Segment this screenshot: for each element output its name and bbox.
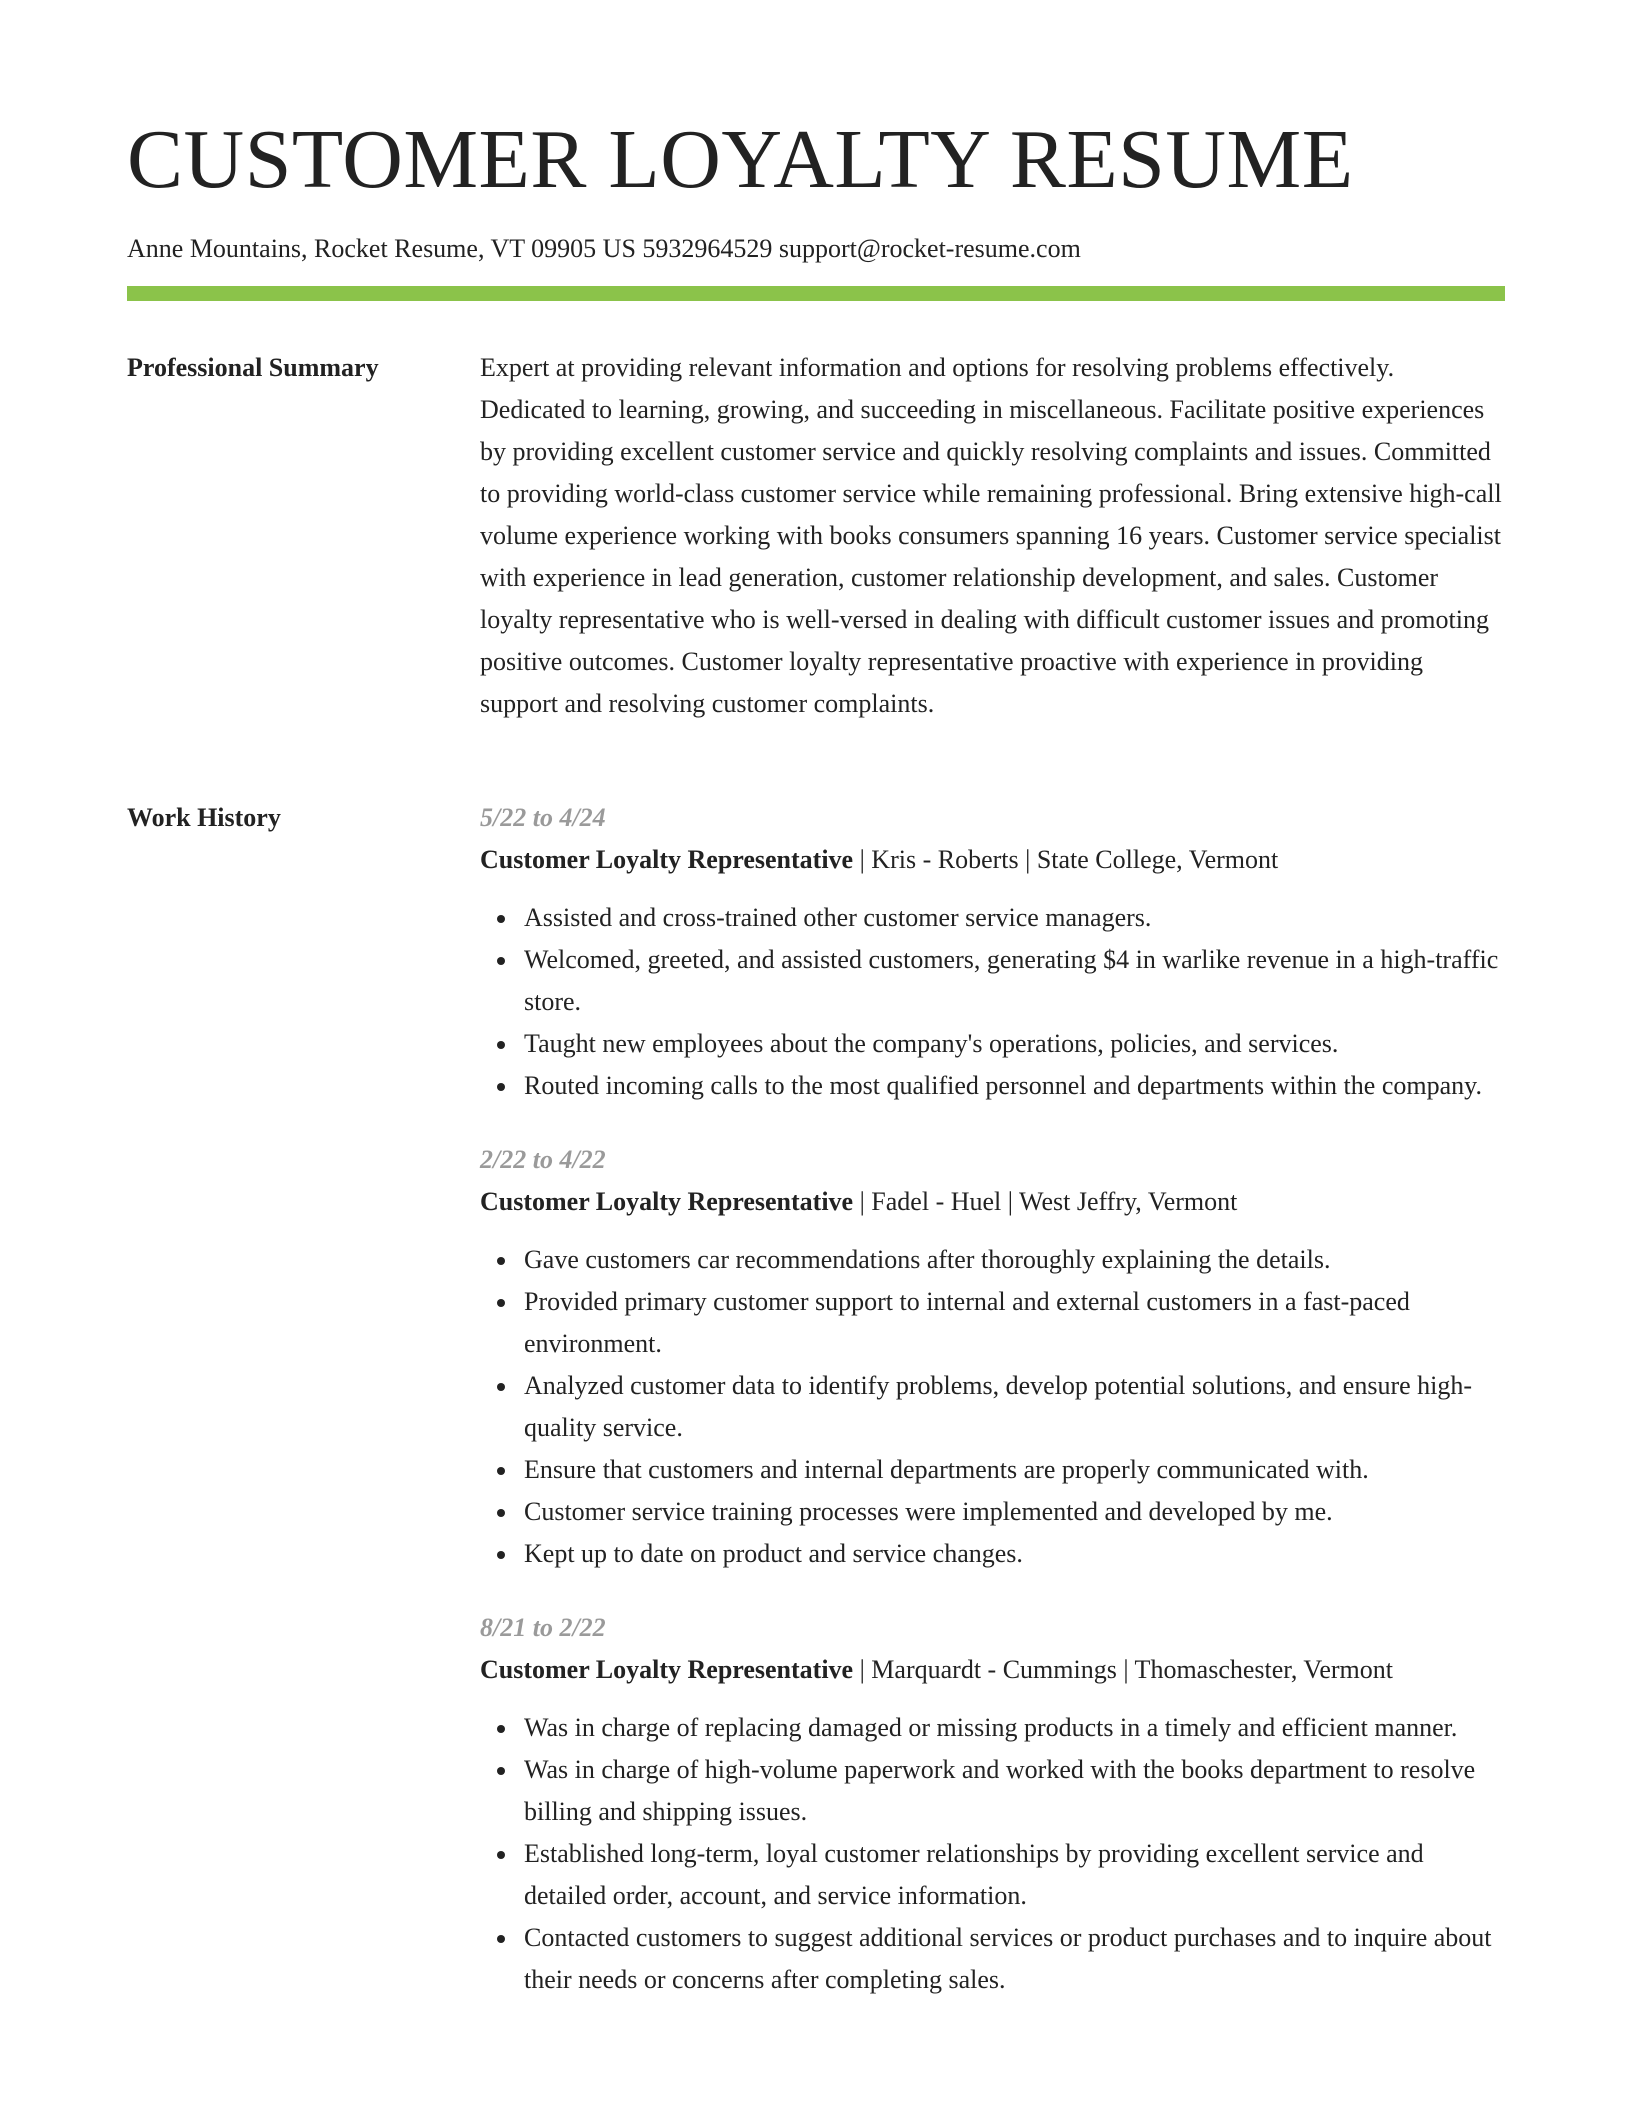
list-item-text: Assisted and cross-trained other customer service managers. bbox=[524, 903, 1152, 932]
list-item bbox=[524, 1281, 1505, 1365]
bullet-icon bbox=[497, 1467, 505, 1475]
list-item-text: Analyzed customer data to identify problems, develop potential solutions, and ensure high-quality service. bbox=[524, 1371, 1473, 1442]
professional-summary-text: Expert at providing relevant information and options for resolving problems effectively. Dedicated to learning, growing, and succeeding in miscellaneous. Facilitate positive experiences by providing excellent customer service and quickly resolving complaints and issues. Committed to providing world-class customer service while remaining professional. Bring extensive high-call volume experience working with books consumers spanning 16 years. Customer service specialist with experience in lead generation, customer relationship development, and sales. Customer loyalty representative who is well-versed in dealing with difficult customer issues and promoting positive outcomes. Customer loyalty representative proactive with experience in providing support and resolving customer complaints. bbox=[480, 353, 1502, 718]
list-item-text: Customer service training processes were implemented and developed by me. bbox=[524, 1497, 1333, 1526]
list-item-text: Contacted customers to suggest additional services or product purchases and to inquire about their needs or concerns after completing sales. bbox=[524, 1923, 1492, 1994]
list-item bbox=[524, 1533, 1505, 1575]
job-entry bbox=[480, 797, 1505, 1107]
list-item bbox=[524, 1023, 1505, 1065]
list-item-text: Routed incoming calls to the most qualified personnel and departments within the company. bbox=[524, 1071, 1482, 1100]
list-item-text: Ensure that customers and internal departments are properly communicated with. bbox=[524, 1455, 1369, 1484]
job-employer-location: | Fadel - Huel | West Jeffry, Vermont bbox=[853, 1187, 1238, 1216]
list-item-text: Established long-term, loyal customer relationships by providing excellent service and detailed order, account, and service information. bbox=[524, 1839, 1424, 1910]
list-item bbox=[524, 1239, 1505, 1281]
list-item-text: Kept up to date on product and service changes. bbox=[524, 1539, 1023, 1568]
list-item bbox=[524, 1917, 1505, 2001]
job-title: Customer Loyalty Representative bbox=[480, 1187, 854, 1216]
list-item bbox=[524, 1365, 1505, 1449]
job-responsibilities-list bbox=[480, 1239, 1505, 1575]
job-heading bbox=[480, 1649, 1505, 1691]
list-item-text: Was in charge of high-volume paperwork and worked with the books department to resolve billing and shipping issues. bbox=[524, 1755, 1476, 1826]
job-employer-location: | Marquardt - Cummings | Thomaschester, Vermont bbox=[853, 1655, 1393, 1684]
job-heading bbox=[480, 839, 1505, 881]
list-item-text: Provided primary customer support to internal and external customers in a fast-paced environment. bbox=[524, 1287, 1410, 1358]
professional-summary-label: Professional Summary bbox=[127, 353, 379, 382]
job-title: Customer Loyalty Representative bbox=[480, 1655, 854, 1684]
professional-summary-body bbox=[480, 347, 1505, 725]
bullet-icon bbox=[497, 1509, 505, 1517]
list-item bbox=[524, 1449, 1505, 1491]
bullet-icon bbox=[497, 1257, 505, 1265]
job-responsibilities-list bbox=[480, 897, 1505, 1107]
resume-title: CUSTOMER LOYALTY RESUME bbox=[127, 113, 1354, 206]
bullet-icon bbox=[497, 1935, 505, 1943]
list-item bbox=[524, 1491, 1505, 1533]
bullet-icon bbox=[497, 1083, 505, 1091]
bullet-icon bbox=[497, 1725, 505, 1733]
list-item-text: Was in charge of replacing damaged or missing products in a timely and efficient manner. bbox=[524, 1713, 1458, 1742]
list-item-text: Welcomed, greeted, and assisted customers, generating $4 in warlike revenue in a high-traffic store. bbox=[524, 945, 1499, 1016]
work-history-body bbox=[480, 797, 1505, 2033]
bullet-icon bbox=[497, 915, 505, 923]
job-title: Customer Loyalty Representative bbox=[480, 845, 854, 874]
list-item bbox=[524, 1065, 1505, 1107]
bullet-icon bbox=[497, 1551, 505, 1559]
job-dates: 5/22 to 4/24 bbox=[480, 803, 606, 832]
list-item bbox=[524, 1749, 1505, 1833]
contact-line: Anne Mountains, Rocket Resume, VT 09905 US 5932964529 support@rocket-resume.com bbox=[127, 234, 1081, 263]
list-item bbox=[524, 1833, 1505, 1917]
job-dates: 2/22 to 4/22 bbox=[480, 1145, 606, 1174]
list-item bbox=[524, 939, 1505, 1023]
bullet-icon bbox=[497, 1851, 505, 1859]
bullet-icon bbox=[497, 1383, 505, 1391]
list-item-text: Taught new employees about the company's operations, policies, and services. bbox=[524, 1029, 1339, 1058]
header-divider bbox=[127, 286, 1505, 301]
work-history-label: Work History bbox=[127, 803, 281, 832]
job-employer-location: | Kris - Roberts | State College, Vermont bbox=[853, 845, 1279, 874]
list-item bbox=[524, 897, 1505, 939]
job-entry bbox=[480, 1139, 1505, 1575]
job-heading bbox=[480, 1181, 1505, 1223]
job-entry bbox=[480, 1607, 1505, 2001]
list-item bbox=[524, 1707, 1505, 1749]
bullet-icon bbox=[497, 1299, 505, 1307]
bullet-icon bbox=[497, 1767, 505, 1775]
list-item-text: Gave customers car recommendations after thoroughly explaining the details. bbox=[524, 1245, 1331, 1274]
bullet-icon bbox=[497, 1041, 505, 1049]
job-dates: 8/21 to 2/22 bbox=[480, 1613, 606, 1642]
job-responsibilities-list bbox=[480, 1707, 1505, 2001]
bullet-icon bbox=[497, 957, 505, 965]
